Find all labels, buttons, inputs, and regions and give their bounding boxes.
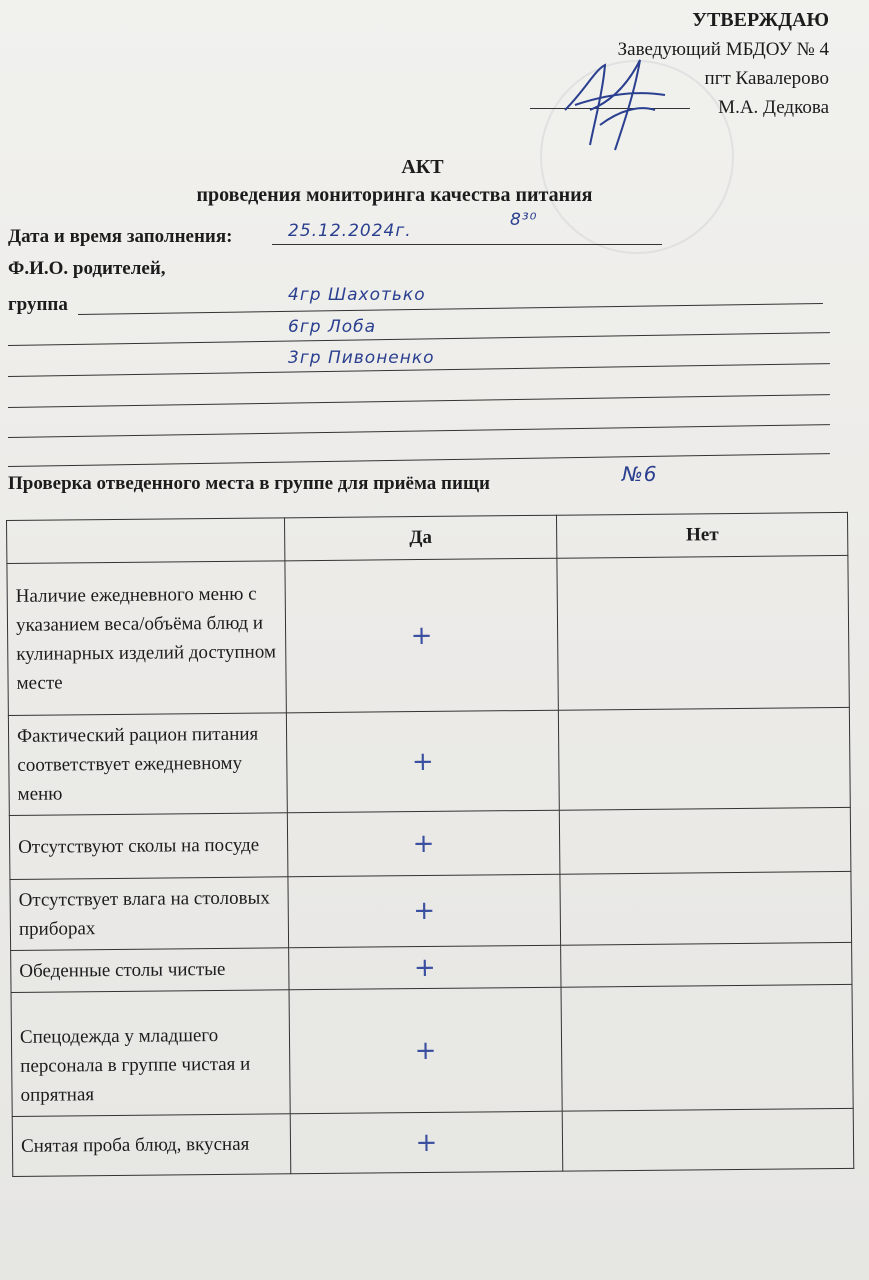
table-row (11, 984, 853, 1116)
checklist-table (6, 512, 854, 1177)
row-question: Обеденные столы чистые (11, 948, 289, 993)
plus-mark: + (413, 895, 436, 927)
row-yes-mark (287, 810, 560, 877)
section-note: №6 (622, 462, 658, 486)
row-question: Отсутствует влага на столовых приборах (10, 877, 288, 951)
plus-mark: + (414, 1035, 437, 1066)
row-yes-mark (288, 945, 561, 990)
approval-location: пгт Кавалерово (704, 68, 829, 89)
row-no-mark (560, 807, 851, 874)
plus-mark: + (412, 828, 435, 859)
row-yes-mark (286, 710, 560, 813)
parents-label: Ф.И.О. родителей, (8, 258, 166, 279)
plus-mark: + (411, 746, 434, 777)
row-question: Отсутствуют сколы на посуде (9, 813, 287, 880)
row-question: Снятая проба блюд, вкусная (12, 1114, 290, 1177)
approval-title: УТВЕРЖДАЮ (692, 9, 829, 31)
section-title: Проверка отведенного места в группе для приёма пищи (8, 473, 490, 494)
table-row (7, 555, 849, 715)
header-no: Нет (557, 512, 848, 558)
row-yes-mark (289, 987, 563, 1114)
row-no-mark (563, 1108, 854, 1171)
approval-position: Заведующий МБДОУ № 4 (617, 39, 829, 60)
date-label: Дата и время заполнения: (8, 226, 233, 247)
plus-mark: + (413, 952, 436, 983)
row-no-mark (561, 984, 853, 1111)
group-label: группа (8, 294, 68, 315)
act-title: АКТ (401, 156, 444, 178)
parents-line-6 (8, 453, 830, 467)
plus-mark: + (410, 620, 433, 651)
parents-line-4 (8, 394, 830, 408)
date-underline (272, 244, 662, 245)
row-question: Фактический рацион питания соответствует ежедневному меню (8, 713, 287, 816)
table-row (8, 707, 850, 815)
parent-entry-2: 6гр Лоба (288, 317, 377, 337)
row-no-mark (560, 871, 851, 945)
table-row (12, 1108, 854, 1176)
parents-line-5 (8, 424, 830, 438)
row-question: Спецодежда у младшего персонала в группе чистая и опрятная (11, 990, 290, 1117)
row-no-mark (559, 707, 851, 810)
table-row (9, 807, 851, 879)
table-row (10, 871, 852, 950)
row-yes-mark (285, 558, 559, 713)
row-yes-mark (290, 1111, 563, 1174)
row-question: Наличие ежедневного меню с указанием веса/объёма блюд и кулинарных изделий доступном месте (7, 561, 286, 716)
header-yes: Да (284, 515, 557, 561)
row-yes-mark (288, 874, 561, 948)
row-no-mark (557, 555, 849, 710)
act-subtitle: проведения мониторинга качества питания (196, 184, 593, 206)
header-question (7, 518, 285, 564)
parent-entry-1: 4гр Шахотько (288, 285, 426, 305)
parents-line-2 (8, 332, 830, 346)
approval-name: М.А. Дедкова (718, 97, 829, 118)
parents-line-1 (78, 303, 823, 315)
row-no-mark (561, 942, 852, 987)
date-value: 25.12.2024г. (288, 221, 412, 241)
time-value: 8³⁰ (510, 210, 538, 230)
parent-entry-3: 3гр Пивоненко (288, 348, 435, 368)
handwritten-signature (545, 50, 685, 160)
plus-mark: + (415, 1127, 438, 1158)
